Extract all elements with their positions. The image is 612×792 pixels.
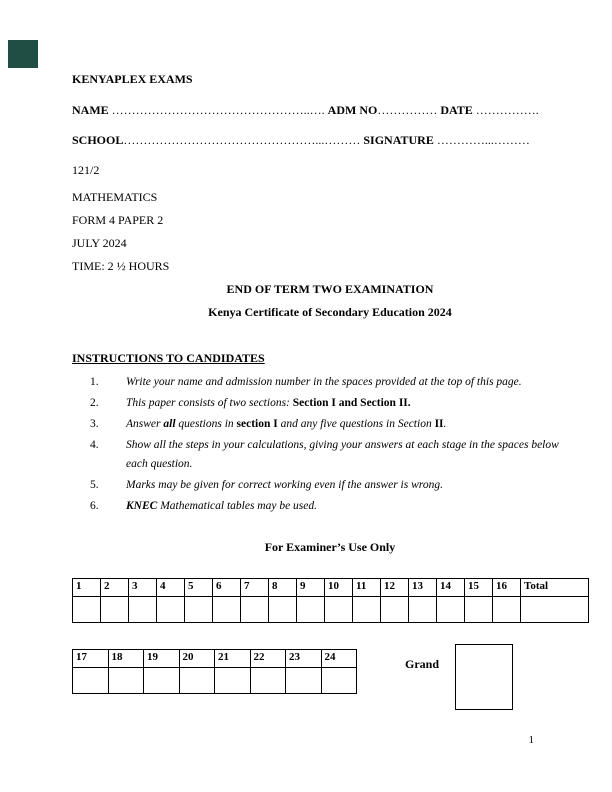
score-cell <box>437 597 465 623</box>
score-column-header: 17 <box>73 650 109 668</box>
score-column-header: 24 <box>321 650 357 668</box>
score-column-header: 21 <box>215 650 251 668</box>
score-column-header: 10 <box>325 579 353 597</box>
grand-total-label: Grand <box>405 657 440 671</box>
score-cell <box>213 597 241 623</box>
score-column-header: 11 <box>353 579 381 597</box>
score-column-header: 22 <box>250 650 286 668</box>
text-segment: Write your name and admission number in the spaces provided at the top of this page. <box>126 376 522 388</box>
score-column-header: 18 <box>108 650 144 668</box>
text-segment: This paper consists of two sections: <box>126 397 293 409</box>
score-cell <box>129 597 157 623</box>
score-cell <box>101 597 129 623</box>
score-cell <box>179 668 215 694</box>
text-segment: SCHOOL <box>72 133 124 147</box>
score-cell <box>241 597 269 623</box>
text-segment: Section I and Section II. <box>292 397 411 409</box>
instruction-text <box>126 436 560 474</box>
score-column-header: 4 <box>157 579 185 597</box>
time-allowed: TIME: 2 ½ HOURS <box>72 259 170 273</box>
instruction-item <box>90 373 560 392</box>
text-segment: section I <box>236 418 278 430</box>
page-content <box>72 72 588 710</box>
score-column-header: 12 <box>381 579 409 597</box>
score-cell <box>321 668 357 694</box>
score-column-header: 3 <box>129 579 157 597</box>
text-segment: DATE <box>440 103 476 117</box>
instruction-number: 5. <box>90 479 99 491</box>
score-cell <box>108 668 144 694</box>
score-header-row <box>73 579 589 597</box>
score-column-header: 2 <box>101 579 129 597</box>
score-cell <box>144 668 180 694</box>
score-cell <box>286 668 322 694</box>
form-paper: FORM 4 PAPER 2 <box>72 213 164 227</box>
instruction-number: 1. <box>90 376 99 388</box>
score-cell <box>157 597 185 623</box>
score-column-header: 13 <box>409 579 437 597</box>
score-column-header: 15 <box>465 579 493 597</box>
text-segment: Answer <box>126 418 164 430</box>
instruction-number: 3. <box>90 418 99 430</box>
score-column-header: 19 <box>144 650 180 668</box>
score-cell <box>269 597 297 623</box>
text-segment: Mathematical tables may be used. <box>157 500 318 512</box>
score-cell <box>465 597 493 623</box>
score-column-header: 6 <box>213 579 241 597</box>
text-segment: …………………………………………...……… <box>123 133 364 147</box>
examiner-score-table-1 <box>72 578 589 623</box>
text-segment: SIGNATURE <box>363 133 437 147</box>
text-segment: ADM NO <box>327 103 378 117</box>
text-segment: …………… <box>377 103 441 117</box>
score-column-header: 7 <box>241 579 269 597</box>
instruction-text <box>126 476 560 495</box>
score-column-header: Total <box>521 579 589 597</box>
school-signature-line <box>72 133 588 148</box>
score-column-header: 5 <box>185 579 213 597</box>
score-cell <box>493 597 521 623</box>
exam-date: JULY 2024 <box>72 236 127 250</box>
page-number: 1 <box>528 734 534 746</box>
score-column-header: 9 <box>297 579 325 597</box>
instruction-number: 2. <box>90 397 99 409</box>
score-cell <box>353 597 381 623</box>
score-cell <box>297 597 325 623</box>
exam-subtitle: Kenya Certificate of Secondary Education 2024 <box>208 305 452 319</box>
text-segment: Marks may be given for correct working even if the answer is wrong. <box>126 479 443 491</box>
instruction-text <box>126 394 560 413</box>
corner-mark <box>8 40 38 68</box>
instruction-text <box>126 373 560 392</box>
score-cell <box>215 668 251 694</box>
score-entry-row <box>73 668 357 694</box>
text-segment: all <box>163 418 176 430</box>
score-cell <box>325 597 353 623</box>
score-cell <box>250 668 286 694</box>
subject-name: MATHEMATICS <box>72 190 158 204</box>
grand-total-row <box>72 649 588 710</box>
text-segment: ……………. <box>475 103 539 117</box>
instruction-text <box>126 497 560 516</box>
text-segment: questions in <box>175 418 237 430</box>
text-segment: …………...……… <box>436 133 530 147</box>
score-cell <box>73 597 101 623</box>
exam-title: END OF TERM TWO EXAMINATION <box>226 282 434 296</box>
text-segment: Show all the steps in your calculations, giving your answers at each stage in the spaces below each question. <box>126 439 559 470</box>
name-adm-date-line <box>72 103 588 118</box>
instruction-item <box>90 436 560 474</box>
score-column-header: 1 <box>73 579 101 597</box>
instruction-text <box>126 415 560 434</box>
instruction-item <box>90 394 560 413</box>
score-cell <box>73 668 109 694</box>
text-segment: NAME <box>72 103 112 117</box>
instruction-number: 6. <box>90 500 99 512</box>
instructions-heading: INSTRUCTIONS TO CANDIDATES <box>72 351 265 365</box>
text-segment: II <box>434 418 444 430</box>
text-segment: KNEC <box>126 500 158 512</box>
text-segment: and any five questions in Section <box>277 418 435 430</box>
exam-org-title: KENYAPLEX EXAMS <box>72 72 193 86</box>
score-entry-row <box>73 597 589 623</box>
score-cell <box>521 597 589 623</box>
text-segment: . <box>443 418 447 430</box>
text-segment: …………………………………………..…. <box>111 103 328 117</box>
examiner-score-table-2 <box>72 649 357 694</box>
score-column-header: 16 <box>493 579 521 597</box>
score-column-header: 14 <box>437 579 465 597</box>
score-cell <box>185 597 213 623</box>
score-column-header: 8 <box>269 579 297 597</box>
score-cell <box>381 597 409 623</box>
grand-total-box <box>455 644 513 710</box>
score-column-header: 23 <box>286 650 322 668</box>
score-column-header: 20 <box>179 650 215 668</box>
instructions-list <box>90 373 560 516</box>
score-cell <box>409 597 437 623</box>
score-header-row <box>73 650 357 668</box>
paper-code: 121/2 <box>72 163 100 177</box>
instruction-item <box>90 415 560 434</box>
instruction-item <box>90 476 560 495</box>
examiner-use-title: For Examiner’s Use Only <box>264 540 396 554</box>
instruction-number: 4. <box>90 439 99 451</box>
instruction-item <box>90 497 560 516</box>
